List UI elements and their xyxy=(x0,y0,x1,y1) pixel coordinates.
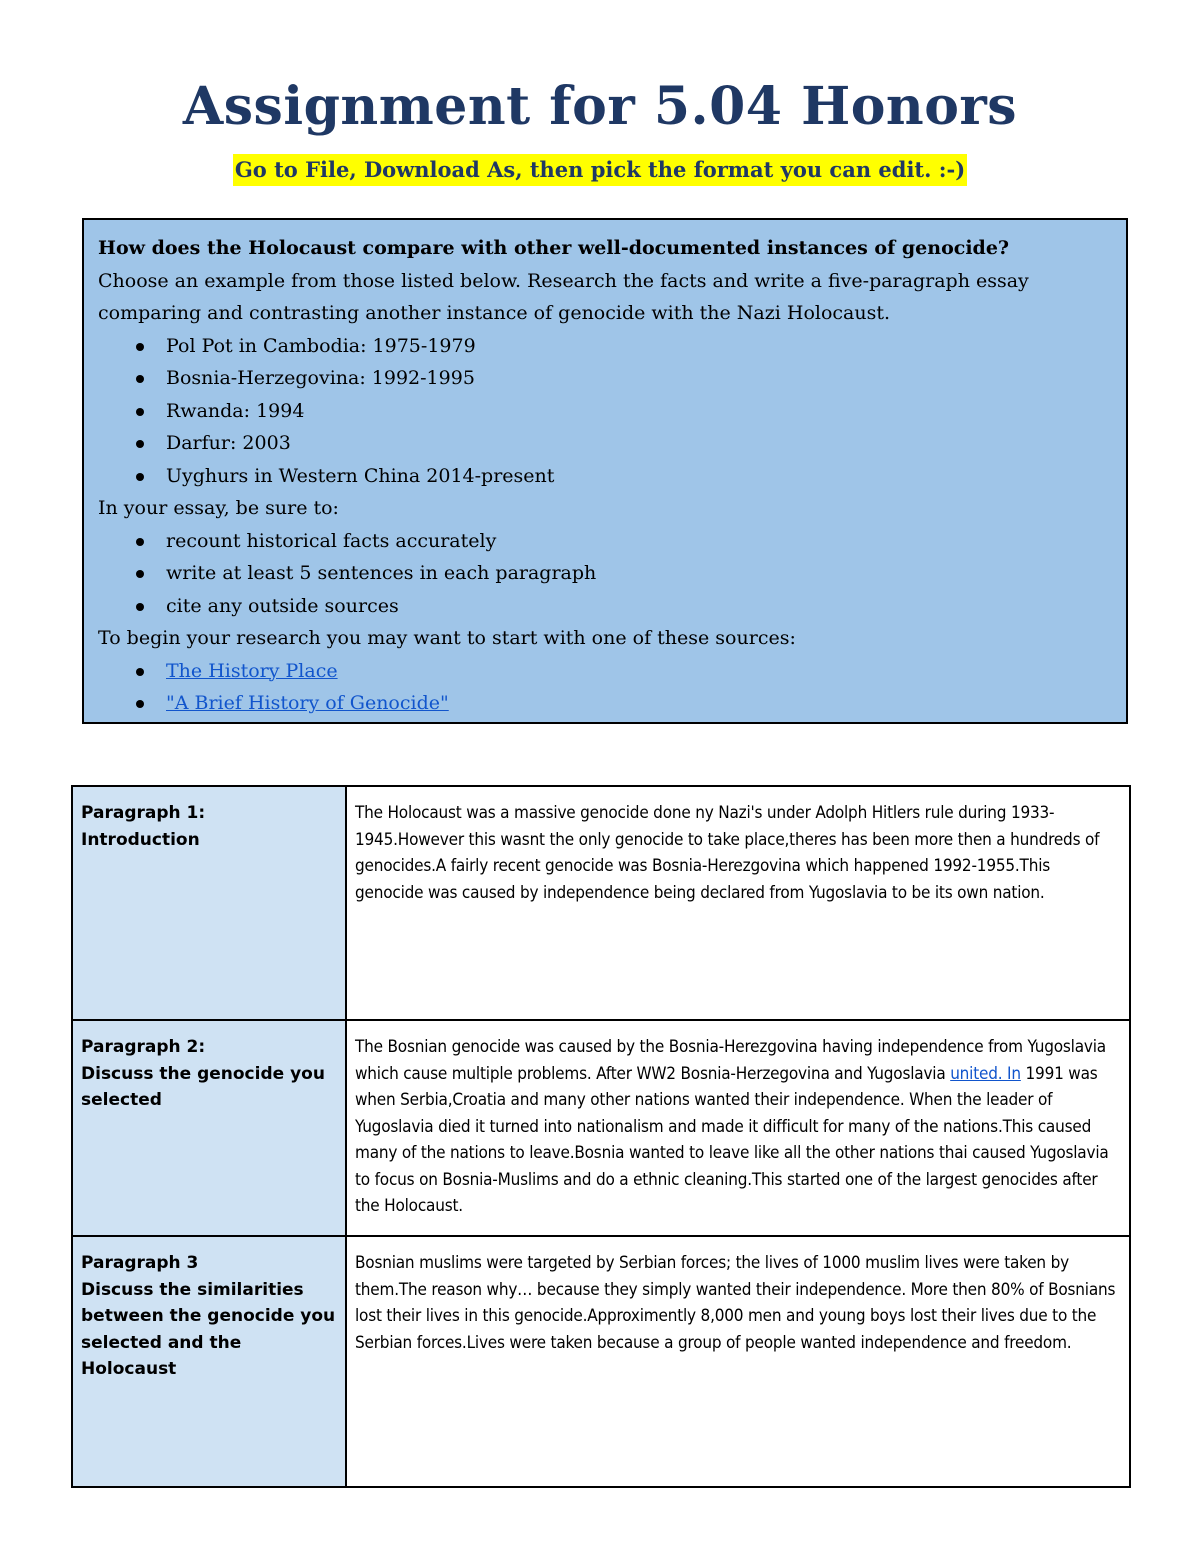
list-item: recount historical facts accurately xyxy=(98,525,1112,558)
table-row xyxy=(72,1236,1130,1487)
history-place-link[interactable]: The History Place xyxy=(166,659,338,682)
list-item: write at least 5 sentences in each paragraph xyxy=(98,557,1112,590)
paragraph-content[interactable]: The Bosnian genocide was caused by the Bosnia-Herezgovina having independence from Yugoslavia which cause multiple problems. After WW2 Bosnia-Herzegovina and Yugoslavia united. In 1991 was when Serbia,Croatia and many other nations wanted their independence. When the leader of Yugoslavia died it turned into nationalism and made it difficult for many of the nations.This caused many of the nations to leave.Bosnia wanted to leave like all the other nations thai caused Yugoslavia to focus on Bosnia-Muslims and do a ethnic cleaning.This started one of the largest genocides after the Holocaust. xyxy=(346,1020,1130,1236)
list-item: Darfur: 2003 xyxy=(98,427,1112,460)
list-item: Bosnia-Herzegovina: 1992-1995 xyxy=(98,362,1112,395)
bullet-icon xyxy=(136,440,144,448)
bullet-icon xyxy=(136,668,144,676)
subtitle-container xyxy=(0,154,1200,186)
list-item: Uyghurs in Western China 2014-present xyxy=(98,460,1112,493)
sources-list xyxy=(98,655,1112,720)
paragraph-content[interactable]: Bosnian muslims were targeted by Serbian forces; the lives of 1000 muslim lives were taken by them.The reason why… because they simply wanted their independence. More then 80% of Bosnians lost their lives in this genocide.Approximently 8,000 men and young boys lost their lives due to the Serbian forces.Lives were taken because a group of people wanted independence and freedom. xyxy=(346,1236,1130,1487)
paragraph-label-subtitle: Discuss the genocide you selected xyxy=(81,1063,325,1110)
list-item: cite any outside sources xyxy=(98,590,1112,623)
sources-intro: To begin your research you may want to start with one of these sources: xyxy=(98,627,796,649)
paragraph-label-title: Paragraph 3 xyxy=(81,1253,199,1273)
paragraph-label-subtitle: Introduction xyxy=(81,829,200,850)
united-link[interactable]: united. In xyxy=(950,1063,1021,1084)
instructions-line-2: comparing and contrasting another instance of genocide with the Nazi Holocaust. xyxy=(98,302,891,324)
paragraph-label-title: Paragraph 2: xyxy=(81,1037,206,1057)
instructions-line-1: Choose an example from those listed below. Research the facts and write a five-paragraph essay xyxy=(98,269,1029,292)
paragraph-label-title: Paragraph 1: xyxy=(81,803,206,823)
brief-history-link[interactable]: "A Brief History of Genocide" xyxy=(166,692,449,714)
highlighted-instruction: Go to File, Download As, then pick the format you can edit. :-) xyxy=(233,154,967,186)
list-item: Rwanda: 1994 xyxy=(98,395,1112,428)
list-item: Pol Pot in Cambodia: 1975-1979 xyxy=(98,330,1112,363)
requirements-intro: In your essay, be sure to: xyxy=(98,497,339,519)
paragraph-label xyxy=(72,1020,346,1236)
paragraph-label xyxy=(72,786,346,1020)
paragraph-label-subtitle: Discuss the similarities between the genocide you selected and the Holocaust xyxy=(81,1279,336,1379)
example-list xyxy=(98,330,1112,493)
paragraph-content[interactable]: The Holocaust was a massive genocide done ny Nazi's under Adolph Hitlers rule during 1933-1945.However this wasnt the only genocide to take place,theres has been more then a hundreds of genocides.A fairly recent genocide was Bosnia-Herezgovina which happened 1992-1955.This genocide was caused by independence being declared from Yugoslavia to be its own nation. xyxy=(346,786,1130,1020)
bullet-icon xyxy=(136,408,144,416)
requirements-list xyxy=(98,525,1112,623)
prompt-box xyxy=(82,218,1128,724)
essay-question: How does the Holocaust compare with other well-documented instances of genocide? xyxy=(98,237,1010,259)
bullet-icon xyxy=(136,343,144,351)
page-title: Assignment for 5.04 Honors xyxy=(182,76,1018,137)
bullet-icon xyxy=(136,375,144,383)
list-item xyxy=(98,655,1112,688)
bullet-icon xyxy=(136,473,144,481)
essay-table xyxy=(71,785,1131,1488)
bullet-icon xyxy=(136,538,144,546)
list-item xyxy=(98,687,1112,720)
bullet-icon xyxy=(136,700,144,708)
table-row xyxy=(72,1020,1130,1236)
bullet-icon xyxy=(136,603,144,611)
paragraph-label xyxy=(72,1236,346,1487)
table-row xyxy=(72,786,1130,1020)
bullet-icon xyxy=(136,570,144,578)
